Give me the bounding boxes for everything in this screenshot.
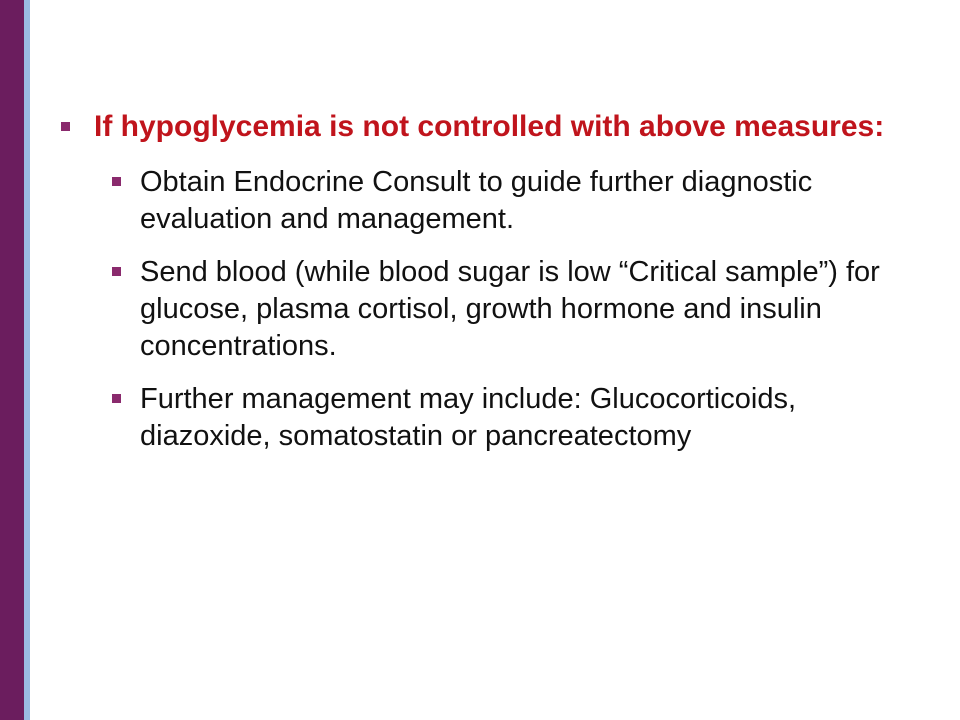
- slide-sidebar-accent-line: [24, 0, 30, 720]
- list-item-text: Further management may include: Glucocorticoids, diazoxide, somatostatin or pancreatectomy: [140, 383, 797, 452]
- heading-text: If hypoglycemia is not controlled with above measures:: [94, 110, 885, 143]
- list-item: [112, 164, 920, 238]
- list-item: [112, 381, 920, 455]
- square-bullet-icon: [61, 122, 70, 131]
- list-item-text: Send blood (while blood sugar is low “Critical sample”) for glucose, plasma cortisol, growth hormone and insulin concentrations.: [140, 256, 880, 362]
- list-item-text: Obtain Endocrine Consult to guide further diagnostic evaluation and management.: [140, 166, 813, 235]
- square-bullet-icon: [112, 394, 121, 403]
- list-item: [112, 254, 920, 365]
- heading-bullet-item: [60, 108, 920, 146]
- square-bullet-icon: [112, 267, 121, 276]
- slide-content: [60, 108, 920, 471]
- square-bullet-icon: [112, 177, 121, 186]
- slide-sidebar: [0, 0, 24, 720]
